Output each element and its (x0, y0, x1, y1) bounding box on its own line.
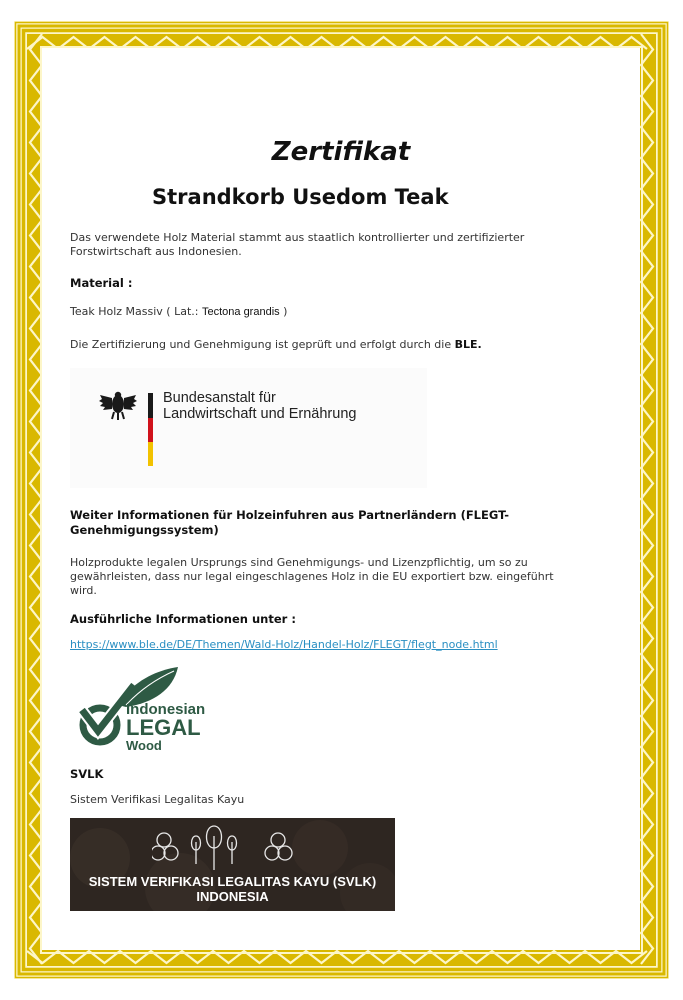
flag-stripe-gold (148, 442, 153, 466)
logo-text-legal: LEGAL (126, 715, 201, 740)
flag-stripe-black (148, 393, 153, 418)
material-label: Teak Holz Massiv ( Lat.: (70, 305, 202, 318)
certification-text (70, 338, 482, 352)
svlk-heading: SVLK (70, 767, 104, 781)
logo-text-wood: Wood (126, 738, 162, 753)
svlk-banner-subtitle: INDONESIA (196, 889, 269, 904)
ble-name-line: Bundesanstalt für (163, 390, 276, 406)
page-title: Zertifikat (271, 137, 411, 167)
indonesian-legal-wood-logo (78, 665, 228, 757)
svlk-banner-title: SISTEM VERIFIKASI LEGALITAS KAYU (SVLK) (88, 874, 377, 889)
flegt-body-line: gewährleisten, dass nur legal eingeschlagenes Holz in die EU exportiert bzw. eingeführt (70, 570, 554, 583)
intro-text (70, 231, 524, 259)
intro-line: Das verwendete Holz Material stammt aus staatlich kontrollierter und zertifizierter (70, 231, 525, 244)
flag-stripe-red (148, 418, 153, 442)
more-info-heading: Ausführliche Informationen unter : (70, 612, 296, 626)
certification-authority: BLE. (454, 338, 482, 351)
svlk-banner (70, 818, 395, 911)
flegt-heading-line: Weiter Informationen für Holzeinfuhren aus Partnerländern (FLEGT- (70, 508, 510, 522)
material-text (70, 305, 287, 319)
federal-eagle-icon (98, 390, 138, 422)
material-close: ) (279, 305, 288, 318)
svlk-full-name: Sistem Verifikasi Legalitas Kayu (70, 793, 245, 806)
intro-line: Forstwirtschaft aus Indonesien. (70, 245, 242, 258)
ble-name (163, 390, 356, 422)
flegt-heading (70, 508, 509, 538)
flegt-body-line: wird. (70, 584, 97, 597)
material-heading: Material : (70, 276, 133, 290)
flegt-heading-line: Genehmigungssystem) (70, 523, 219, 537)
ble-flegt-link[interactable]: https://www.ble.de/DE/Themen/Wald-Holz/Handel-Holz/FLEGT/flegt_node.html (70, 638, 498, 651)
product-name: Strandkorb Usedom Teak (152, 185, 449, 209)
logs-and-trees-icon (152, 822, 312, 870)
ble-name-line: Landwirtschaft und Ernährung (163, 406, 357, 422)
logo-text-indonesian: Indonesian (126, 701, 206, 718)
ble-logo (70, 368, 427, 488)
flegt-body (70, 556, 554, 598)
certification-label: Die Zertifizierung und Genehmigung ist geprüft und erfolgt durch die (70, 338, 455, 351)
flegt-body-line: Holzprodukte legalen Ursprungs sind Genehmigungs- und Lizenzpflichtig, um so zu (70, 556, 528, 569)
latin-name: Tectona grandis (201, 306, 280, 318)
certificate-body (42, 48, 640, 950)
